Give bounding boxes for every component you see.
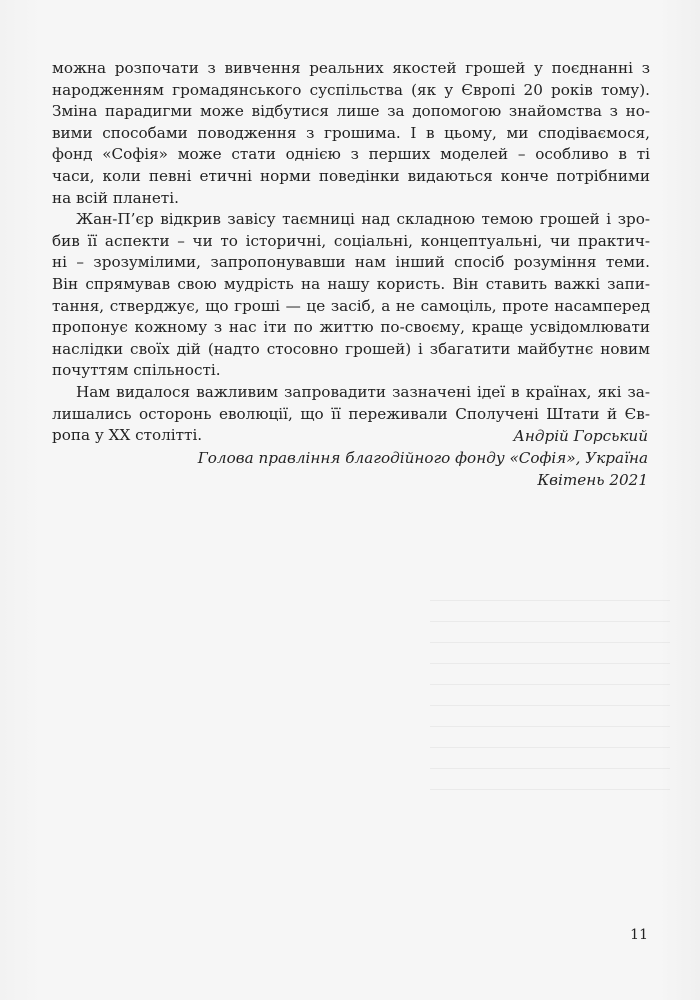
signature-position: Голова правління благодійного фонду «Софія», Україна — [197, 449, 648, 467]
signature-date: Квітень 2021 — [537, 471, 648, 489]
text-line: часи, коли певні етичні норми поведінки видаються конче потрібними — [52, 166, 650, 185]
paragraph-1 — [52, 58, 650, 209]
text-line: вими способами поводження з грошима. І в цьому, ми сподіваємося, — [52, 123, 650, 142]
text-line: фонд «Софія» може стати однією з перших моделей – особливо в ті — [52, 145, 650, 164]
text-line: бив її аспекти – чи то історичні, соціальні, концептуальні, чи практич- — [52, 231, 650, 250]
text-line: почуттям спільності. — [52, 361, 221, 380]
text-line: тання, стверджує, що гроші — це засіб, а не самоціль, проте насамперед — [52, 296, 650, 315]
body-text — [52, 58, 650, 447]
text-line: лишались осторонь еволюції, що її переживали Сполучені Штати й Єв- — [52, 404, 650, 423]
text-line: народженням громадянського суспільства (як у Європі 20 років тому). — [52, 80, 650, 99]
text-line: Нам видалося важливим запровадити зазначені ідеї в країнах, які за- — [76, 382, 650, 401]
text-line: Він спрямував свою мудрість на нашу користь. Він ставить важкі запи- — [52, 274, 650, 293]
text-line: наслідки своїх дій (надто стосовно грошей) і збагатити майбутнє новим — [52, 339, 650, 358]
text-line: можна розпочати з вивчення реальних якостей грошей у поєднанні з — [52, 59, 650, 77]
text-line: ропа у ХХ столітті. — [52, 426, 203, 445]
page-number: 11 — [630, 927, 648, 943]
text-line: Зміна парадигми може відбутися лише за допомогою знайомства з но- — [52, 102, 650, 121]
signature-name: Андрій Горський — [513, 427, 648, 445]
text-line: Жан-П’єр відкрив завісу таємниці над складною темою грошей і зро- — [76, 210, 650, 229]
paragraph-2 — [52, 209, 650, 382]
show-through-text — [430, 600, 670, 830]
text-line: пропонує кожному з нас іти по життю по-своєму, краще усвідомлювати — [52, 318, 650, 337]
text-line: ні – зрозумілими, запропонувавши нам інший спосіб розуміння теми. — [52, 253, 650, 272]
signature-block — [198, 425, 648, 491]
text-line: на всій планеті. — [52, 188, 179, 207]
